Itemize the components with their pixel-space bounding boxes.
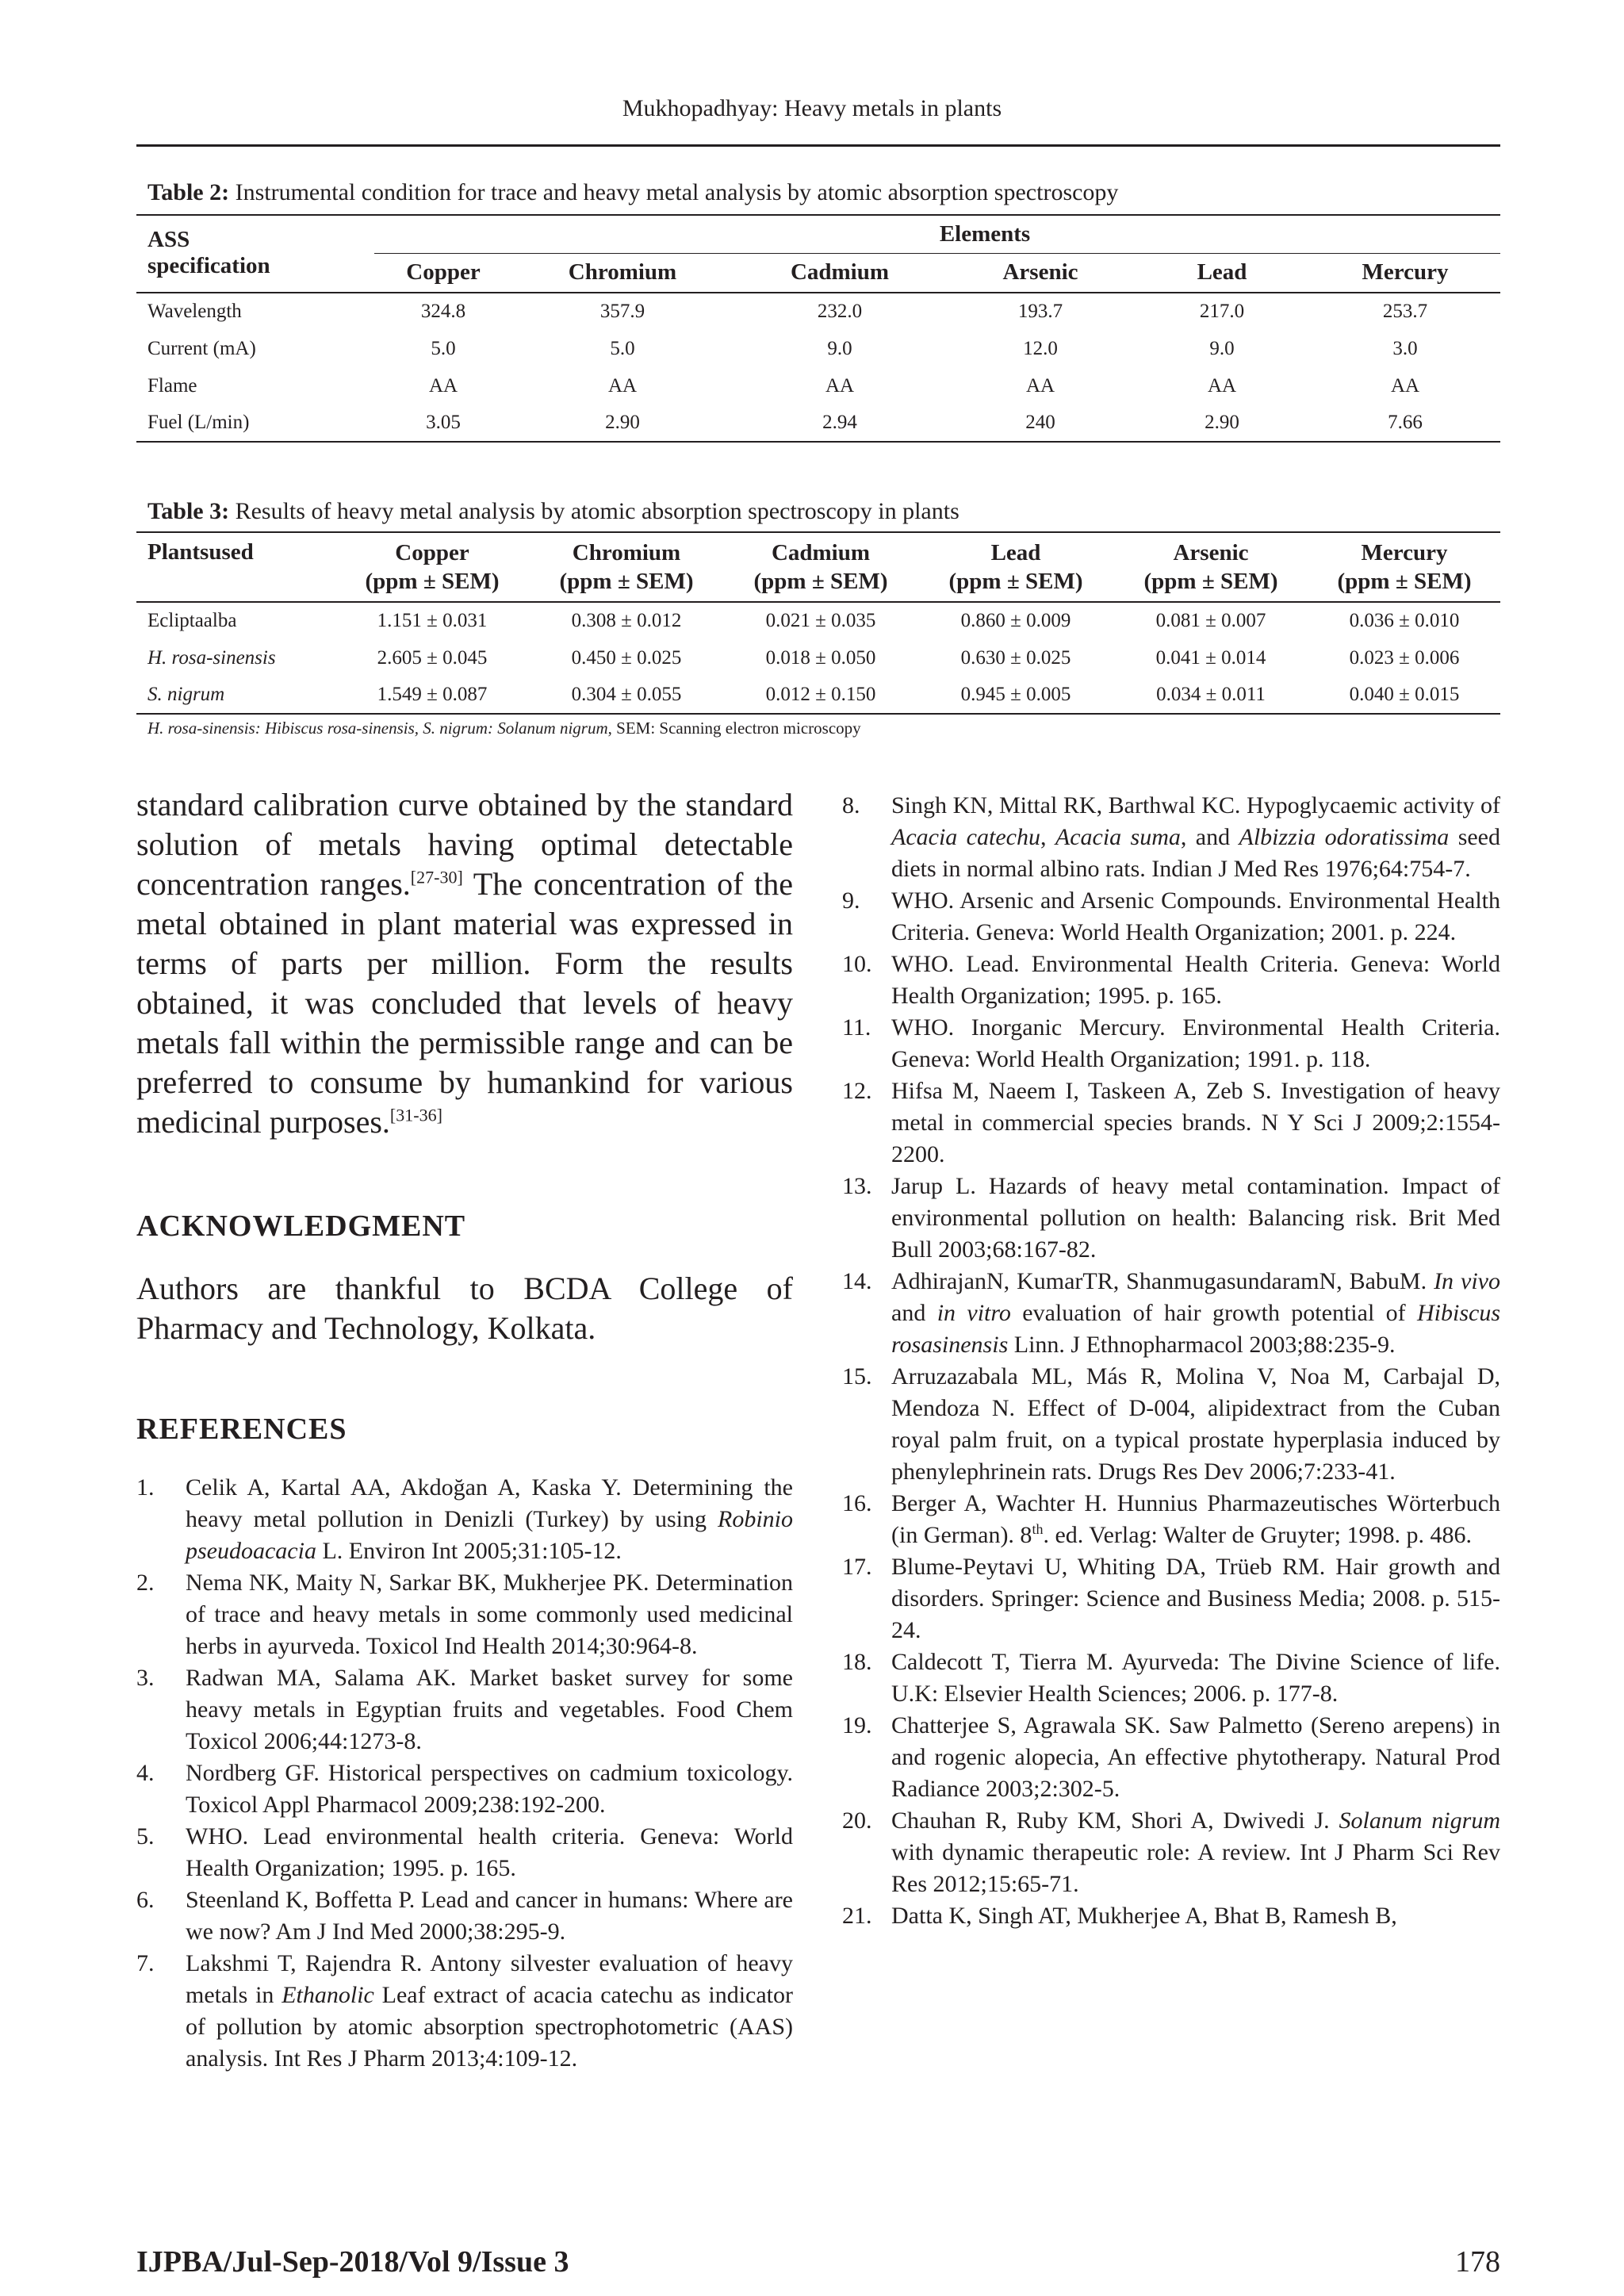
table2-cell: AA xyxy=(1025,374,1055,397)
table-row xyxy=(136,677,1500,714)
table3-cell: 0.630 ± 0.025 xyxy=(960,646,1071,669)
reference-number: 7. xyxy=(136,1950,155,1976)
reference-text: Linn. J Ethnopharmacol 2003;88:235-9. xyxy=(1008,1332,1396,1358)
running-head: Mukhopadhyay: Heavy metals in plants xyxy=(622,95,1002,121)
table3-cell: 2.605 ± 0.045 xyxy=(377,646,488,669)
reference-number: 2. xyxy=(136,1570,155,1596)
table3-row-label: S. nigrum xyxy=(147,684,225,705)
body-paragraph xyxy=(136,785,793,1142)
table3-col-arsenic: Arsenic xyxy=(1173,540,1249,565)
table2-col-arsenic: Arsenic xyxy=(1002,259,1078,286)
table2-title: Instrumental condition for trace and heavy metal analysis by atomic absorption spectroscopy xyxy=(235,179,1119,205)
table3 xyxy=(136,531,1500,715)
table2-cell: 3.05 xyxy=(426,412,461,433)
table3-cell: 0.041 ± 0.014 xyxy=(1155,646,1266,669)
reference-number: 1. xyxy=(136,1474,155,1501)
reference-number: 13. xyxy=(842,1173,872,1199)
reference-text: with dynamic therapeutic role: A review. Int J Pharm Sci Rev Res 2012;15:65-71. xyxy=(891,1839,1500,1897)
table-row xyxy=(136,367,1500,404)
reference-text: WHO. Arsenic and Arsenic Compounds. Environmental Health Criteria. Geneva: World Health Organization; 2001. p. 224. xyxy=(891,887,1500,945)
body-text: The concentration of the metal obtained in plant material was expressed in terms of parts per million. Form the results obtained, it was concluded that levels of heavy metals fall within the permissible range and can be preferred to consume by humankind for various medicinal purposes. xyxy=(136,866,793,1140)
reference-text: Leaf extract of acacia catechu as indicator of pollution by atomic absorption spectrophotometric (AAS) analysis. Int Res J Pharm 2013;4:109-12. xyxy=(186,1982,793,2072)
table3-unit: (ppm ± SEM) xyxy=(753,569,888,594)
table2-caption xyxy=(147,179,1118,206)
table3-cell: 0.018 ± 0.050 xyxy=(765,646,876,669)
table3-cell: 0.036 ± 0.010 xyxy=(1349,610,1460,631)
reference-number: 4. xyxy=(136,1760,155,1786)
reference-text: Hifsa M, Naeem I, Taskeen A, Zeb S. Investigation of heavy metal in commercial species brands. N Y Sci J 2009;2:1554-2200. xyxy=(891,1078,1500,1167)
table2-row-label: Fuel (L/min) xyxy=(147,412,250,433)
table3-cell: 1.151 ± 0.031 xyxy=(377,610,488,631)
table-row xyxy=(136,404,1500,442)
reference-italic: Hibiscus rosasinensis xyxy=(891,1300,1500,1358)
reference-text: Jarup L. Hazards of heavy metal contamination. Impact of environmental pollution on health: Balancing risk. Brit Med Bull 2003;68:167-82. xyxy=(891,1173,1500,1263)
table3-cell: 0.860 ± 0.009 xyxy=(960,610,1071,631)
table3-cell: 0.450 ± 0.025 xyxy=(571,646,682,669)
table2-cell: 193.7 xyxy=(1017,301,1063,322)
table2-cell: AA xyxy=(428,374,458,397)
table3-cell: 0.012 ± 0.150 xyxy=(765,684,876,705)
reference-text: AdhirajanN, KumarTR, ShanmugasundaramN, BabuM. xyxy=(891,1268,1434,1294)
reference-item xyxy=(842,885,1500,949)
reference-item xyxy=(842,1361,1500,1488)
table3-unit: (ppm ± SEM) xyxy=(948,569,1083,594)
reference-item xyxy=(136,1567,793,1662)
references-right xyxy=(842,790,1500,1932)
table2-col-mercury: Mercury xyxy=(1362,259,1449,286)
reference-text: Lakshmi T, Rajendra R. Antony silvester evaluation of heavy metals in xyxy=(186,1950,793,2008)
reference-item xyxy=(136,1884,793,1948)
reference-text: Nema NK, Maity N, Sarkar BK, Mukherjee PK. Determination of trace and heavy metals in some commonly used medicinal herbs in ayurveda. Toxicol Ind Health 2014;30:964-8. xyxy=(186,1570,793,1659)
table3-col-cadmium: Cadmium xyxy=(771,540,871,565)
reference-text: Radwan MA, Salama AK. Market basket survey for some heavy metals in Egyptian fruits and vegetables. Food Chem Toxicol 2006;44:1273-8. xyxy=(186,1665,793,1754)
table2-cell: 324.8 xyxy=(420,301,466,322)
table2-cell: 9.0 xyxy=(827,337,852,359)
table2-cell: 357.9 xyxy=(599,301,645,322)
table2-col-chromium: Chromium xyxy=(568,259,677,286)
table3-col-lead: Lead xyxy=(990,540,1041,565)
footnote-sem: , SEM: Scanning electron microscopy xyxy=(607,719,861,738)
table3-cell: 0.081 ± 0.007 xyxy=(1155,610,1266,631)
reference-text: WHO. Inorganic Mercury. Environmental Health Criteria. Geneva: World Health Organization; 1991. p. 118. xyxy=(891,1014,1500,1072)
reference-item xyxy=(842,1012,1500,1075)
table2-cell: 7.66 xyxy=(1388,412,1423,433)
table3-col-chromium: Chromium xyxy=(572,540,681,565)
reference-number: 11. xyxy=(842,1014,871,1041)
reference-text: , and xyxy=(1180,824,1239,850)
reference-item xyxy=(136,1821,793,1884)
reference-number: 9. xyxy=(842,887,860,914)
table2-col-copper: Copper xyxy=(406,259,481,286)
acknowledgment-heading: ACKNOWLEDGMENT xyxy=(136,1209,466,1243)
table2-stub-header-line1: ASS xyxy=(136,215,374,253)
table2-cell: AA xyxy=(825,374,855,397)
table2-cell: 2.90 xyxy=(1205,412,1239,433)
references-heading: REFERENCES xyxy=(136,1412,347,1446)
body-text: standard calibration curve obtained by the standard solution of metals having optimal detectable concentration ranges. xyxy=(136,787,793,902)
reference-text: Arruzazabala ML, Más R, Molina V, Noa M, Carbajal D, Mendoza N. Effect of D-004, alipidextract from the Cuban royal palm fruit, on a typical prostate hyperplasia induced by phenylephrinein rats. Drugs Res Dev 2006;7:233-41. xyxy=(891,1363,1500,1485)
table2-cell: 232.0 xyxy=(817,301,863,322)
reference-italic: Acacia suma xyxy=(1055,824,1181,850)
table2-label: Table 2: xyxy=(147,179,230,205)
references-left xyxy=(136,1472,793,2075)
reference-number: 16. xyxy=(842,1490,872,1516)
table3-stub-header: Plantsused xyxy=(136,532,335,602)
table2-cell: AA xyxy=(1390,374,1420,397)
table2-col-lead: Lead xyxy=(1197,259,1247,286)
table2-cell: 12.0 xyxy=(1023,337,1058,359)
table3-label: Table 3: xyxy=(147,498,230,524)
header-rule xyxy=(136,144,1500,147)
table2-row-label: Flame xyxy=(147,374,197,397)
table2-cell: 5.0 xyxy=(610,337,635,359)
reference-number: 15. xyxy=(842,1363,872,1389)
table3-footnote xyxy=(147,719,861,738)
reference-item xyxy=(842,1551,1500,1646)
table2-cell: AA xyxy=(607,374,638,397)
table2 xyxy=(136,214,1500,443)
reference-item xyxy=(136,1662,793,1757)
table2-cell: 9.0 xyxy=(1209,337,1235,359)
table3-title: Results of heavy metal analysis by atomic absorption spectroscopy in plants xyxy=(235,498,959,524)
reference-number: 21. xyxy=(842,1903,872,1929)
table2-cell: AA xyxy=(1207,374,1237,397)
reference-text: Caldecott T, Tierra M. Ayurveda: The Divine Science of life. U.K: Elsevier Health Sciences; 2006. p. 177-8. xyxy=(891,1649,1500,1707)
reference-item xyxy=(842,1488,1500,1551)
reference-superscript: th xyxy=(1032,1521,1044,1537)
table3-cell: 0.034 ± 0.011 xyxy=(1156,684,1266,705)
table3-unit: (ppm ± SEM) xyxy=(559,569,694,594)
table2-cell: 240 xyxy=(1025,412,1055,433)
table2-cell: 2.90 xyxy=(605,412,640,433)
table-row xyxy=(136,639,1500,677)
reference-number: 3. xyxy=(136,1665,155,1691)
reference-text: , xyxy=(1040,824,1055,850)
table3-row-label: Ecliptaalba xyxy=(147,610,237,631)
table2-cell: 3.0 xyxy=(1392,337,1418,359)
journal-footer: IJPBA/Jul-Sep-2018/Vol 9/Issue 3 xyxy=(136,2245,569,2279)
reference-text: WHO. Lead. Environmental Health Criteria. Geneva: World Health Organization; 1995. p. 165. xyxy=(891,951,1500,1009)
table2-cell: 217.0 xyxy=(1199,301,1245,322)
footnote-abbrev: H. rosa-sinensis: Hibiscus rosa-sinensis, S. nigrum: Solanum nigrum xyxy=(147,719,608,738)
table2-row-label: Wavelength xyxy=(147,301,242,322)
reference-text: Berger A, Wachter H. Hunnius Pharmazeutisches Wörterbuch (in German). 8 xyxy=(891,1490,1500,1548)
table2-col-cadmium: Cadmium xyxy=(790,259,890,286)
table-row xyxy=(136,602,1500,639)
table3-cell: 1.549 ± 0.087 xyxy=(377,684,488,705)
reference-text: . ed. Verlag: Walter de Gruyter; 1998. p. 486. xyxy=(1043,1522,1472,1548)
table2-stub-header-line2: specification xyxy=(147,253,270,278)
reference-number: 8. xyxy=(842,792,860,818)
table3-unit: (ppm ± SEM) xyxy=(365,569,500,594)
reference-italic: Robinio pseudoacacia xyxy=(186,1506,793,1564)
reference-text: Singh KN, Mittal RK, Barthwal KC. Hypoglycaemic activity of xyxy=(891,792,1500,818)
reference-text: Blume-Peytavi U, Whiting DA, Trüeb RM. Hair growth and disorders. Springer: Science and Business Media; 2008. p. 515-24. xyxy=(891,1554,1500,1643)
table2-cell: 2.94 xyxy=(822,412,857,433)
reference-number: 6. xyxy=(136,1887,155,1913)
table-row xyxy=(136,330,1500,367)
table2-row-label: Current (mA) xyxy=(147,337,256,359)
table2-cell: 253.7 xyxy=(1382,301,1428,322)
reference-item xyxy=(842,949,1500,1012)
table-row xyxy=(136,293,1500,330)
reference-number: 10. xyxy=(842,951,872,977)
table3-caption xyxy=(147,498,959,525)
reference-text: Datta K, Singh AT, Mukherjee A, Bhat B, Ramesh B, xyxy=(891,1903,1397,1929)
reference-text: Chauhan R, Ruby KM, Shori A, Dwivedi J. xyxy=(891,1807,1339,1834)
reference-item xyxy=(842,1710,1500,1805)
reference-item xyxy=(842,1805,1500,1900)
reference-italic: Ethanolic xyxy=(282,1982,374,2008)
reference-item xyxy=(842,1646,1500,1710)
reference-number: 12. xyxy=(842,1078,872,1104)
reference-item xyxy=(136,1472,793,1567)
reference-number: 14. xyxy=(842,1268,872,1294)
table3-cell: 0.308 ± 0.012 xyxy=(571,610,682,631)
page-number: 178 xyxy=(1455,2245,1500,2279)
table3-unit: (ppm ± SEM) xyxy=(1143,569,1278,594)
reference-text: WHO. Lead environmental health criteria. Geneva: World Health Organization; 1995. p. 165. xyxy=(186,1823,793,1881)
table3-cell: 0.040 ± 0.015 xyxy=(1349,684,1460,705)
reference-item xyxy=(842,1075,1500,1171)
table3-row-label: H. rosa-sinensis xyxy=(147,646,276,669)
reference-item xyxy=(842,1266,1500,1361)
reference-text: Chatterjee S, Agrawala SK. Saw Palmetto (Sereno arepens) in and rogenic alopecia, An effective phytotherapy. Natural Prod Radiance 2003;2:302-5. xyxy=(891,1712,1500,1802)
reference-item xyxy=(136,1948,793,2075)
table3-cell: 0.304 ± 0.055 xyxy=(571,684,682,705)
table3-cell: 0.023 ± 0.006 xyxy=(1349,646,1460,669)
reference-text: and xyxy=(891,1300,937,1326)
reference-text: Steenland K, Boffetta P. Lead and cancer in humans: Where are we now? Am J Ind Med 2000;38:295-9. xyxy=(186,1887,793,1945)
reference-italic: in vitro xyxy=(936,1300,1011,1326)
reference-item xyxy=(842,790,1500,885)
reference-italic: Solanum nigrum xyxy=(1339,1807,1500,1834)
table3-col-mercury: Mercury xyxy=(1361,540,1448,565)
reference-number: 19. xyxy=(842,1712,872,1738)
table3-cell: 0.021 ± 0.035 xyxy=(765,610,876,631)
table3-unit: (ppm ± SEM) xyxy=(1337,569,1472,594)
reference-number: 17. xyxy=(842,1554,872,1580)
reference-number: 18. xyxy=(842,1649,872,1675)
reference-item xyxy=(136,1757,793,1821)
reference-text: Celik A, Kartal AA, Akdoğan A, Kaska Y. Determining the heavy metal pollution in Denizli (Turkey) by using xyxy=(186,1474,793,1532)
table2-cell: 5.0 xyxy=(431,337,456,359)
reference-italic: Albizzia odoratissima xyxy=(1239,824,1450,850)
reference-text: evaluation of hair growth potential of xyxy=(1010,1300,1417,1326)
citation: [27-30] xyxy=(410,867,463,887)
reference-text: L. Environ Int 2005;31:105-12. xyxy=(316,1538,622,1564)
reference-number: 20. xyxy=(842,1807,872,1834)
reference-item xyxy=(842,1171,1500,1266)
reference-text: Nordberg GF. Historical perspectives on cadmium toxicology. Toxicol Appl Pharmacol 2009;238:192-200. xyxy=(186,1760,793,1818)
reference-item xyxy=(842,1900,1500,1932)
reference-italic: In vivo xyxy=(1434,1268,1500,1294)
table3-col-copper: Copper xyxy=(395,540,469,565)
reference-italic: Acacia catechu xyxy=(891,824,1040,850)
citation: [31-36] xyxy=(389,1105,442,1125)
table2-group-header: Elements xyxy=(374,215,1500,253)
acknowledgment-text: Authors are thankful to BCDA College of Pharmacy and Technology, Kolkata. xyxy=(136,1271,793,1346)
reference-text: seed diets in normal albino rats. Indian J Med Res 1976;64:754-7. xyxy=(891,824,1500,882)
reference-number: 5. xyxy=(136,1823,155,1849)
table3-cell: 0.945 ± 0.005 xyxy=(960,684,1071,705)
